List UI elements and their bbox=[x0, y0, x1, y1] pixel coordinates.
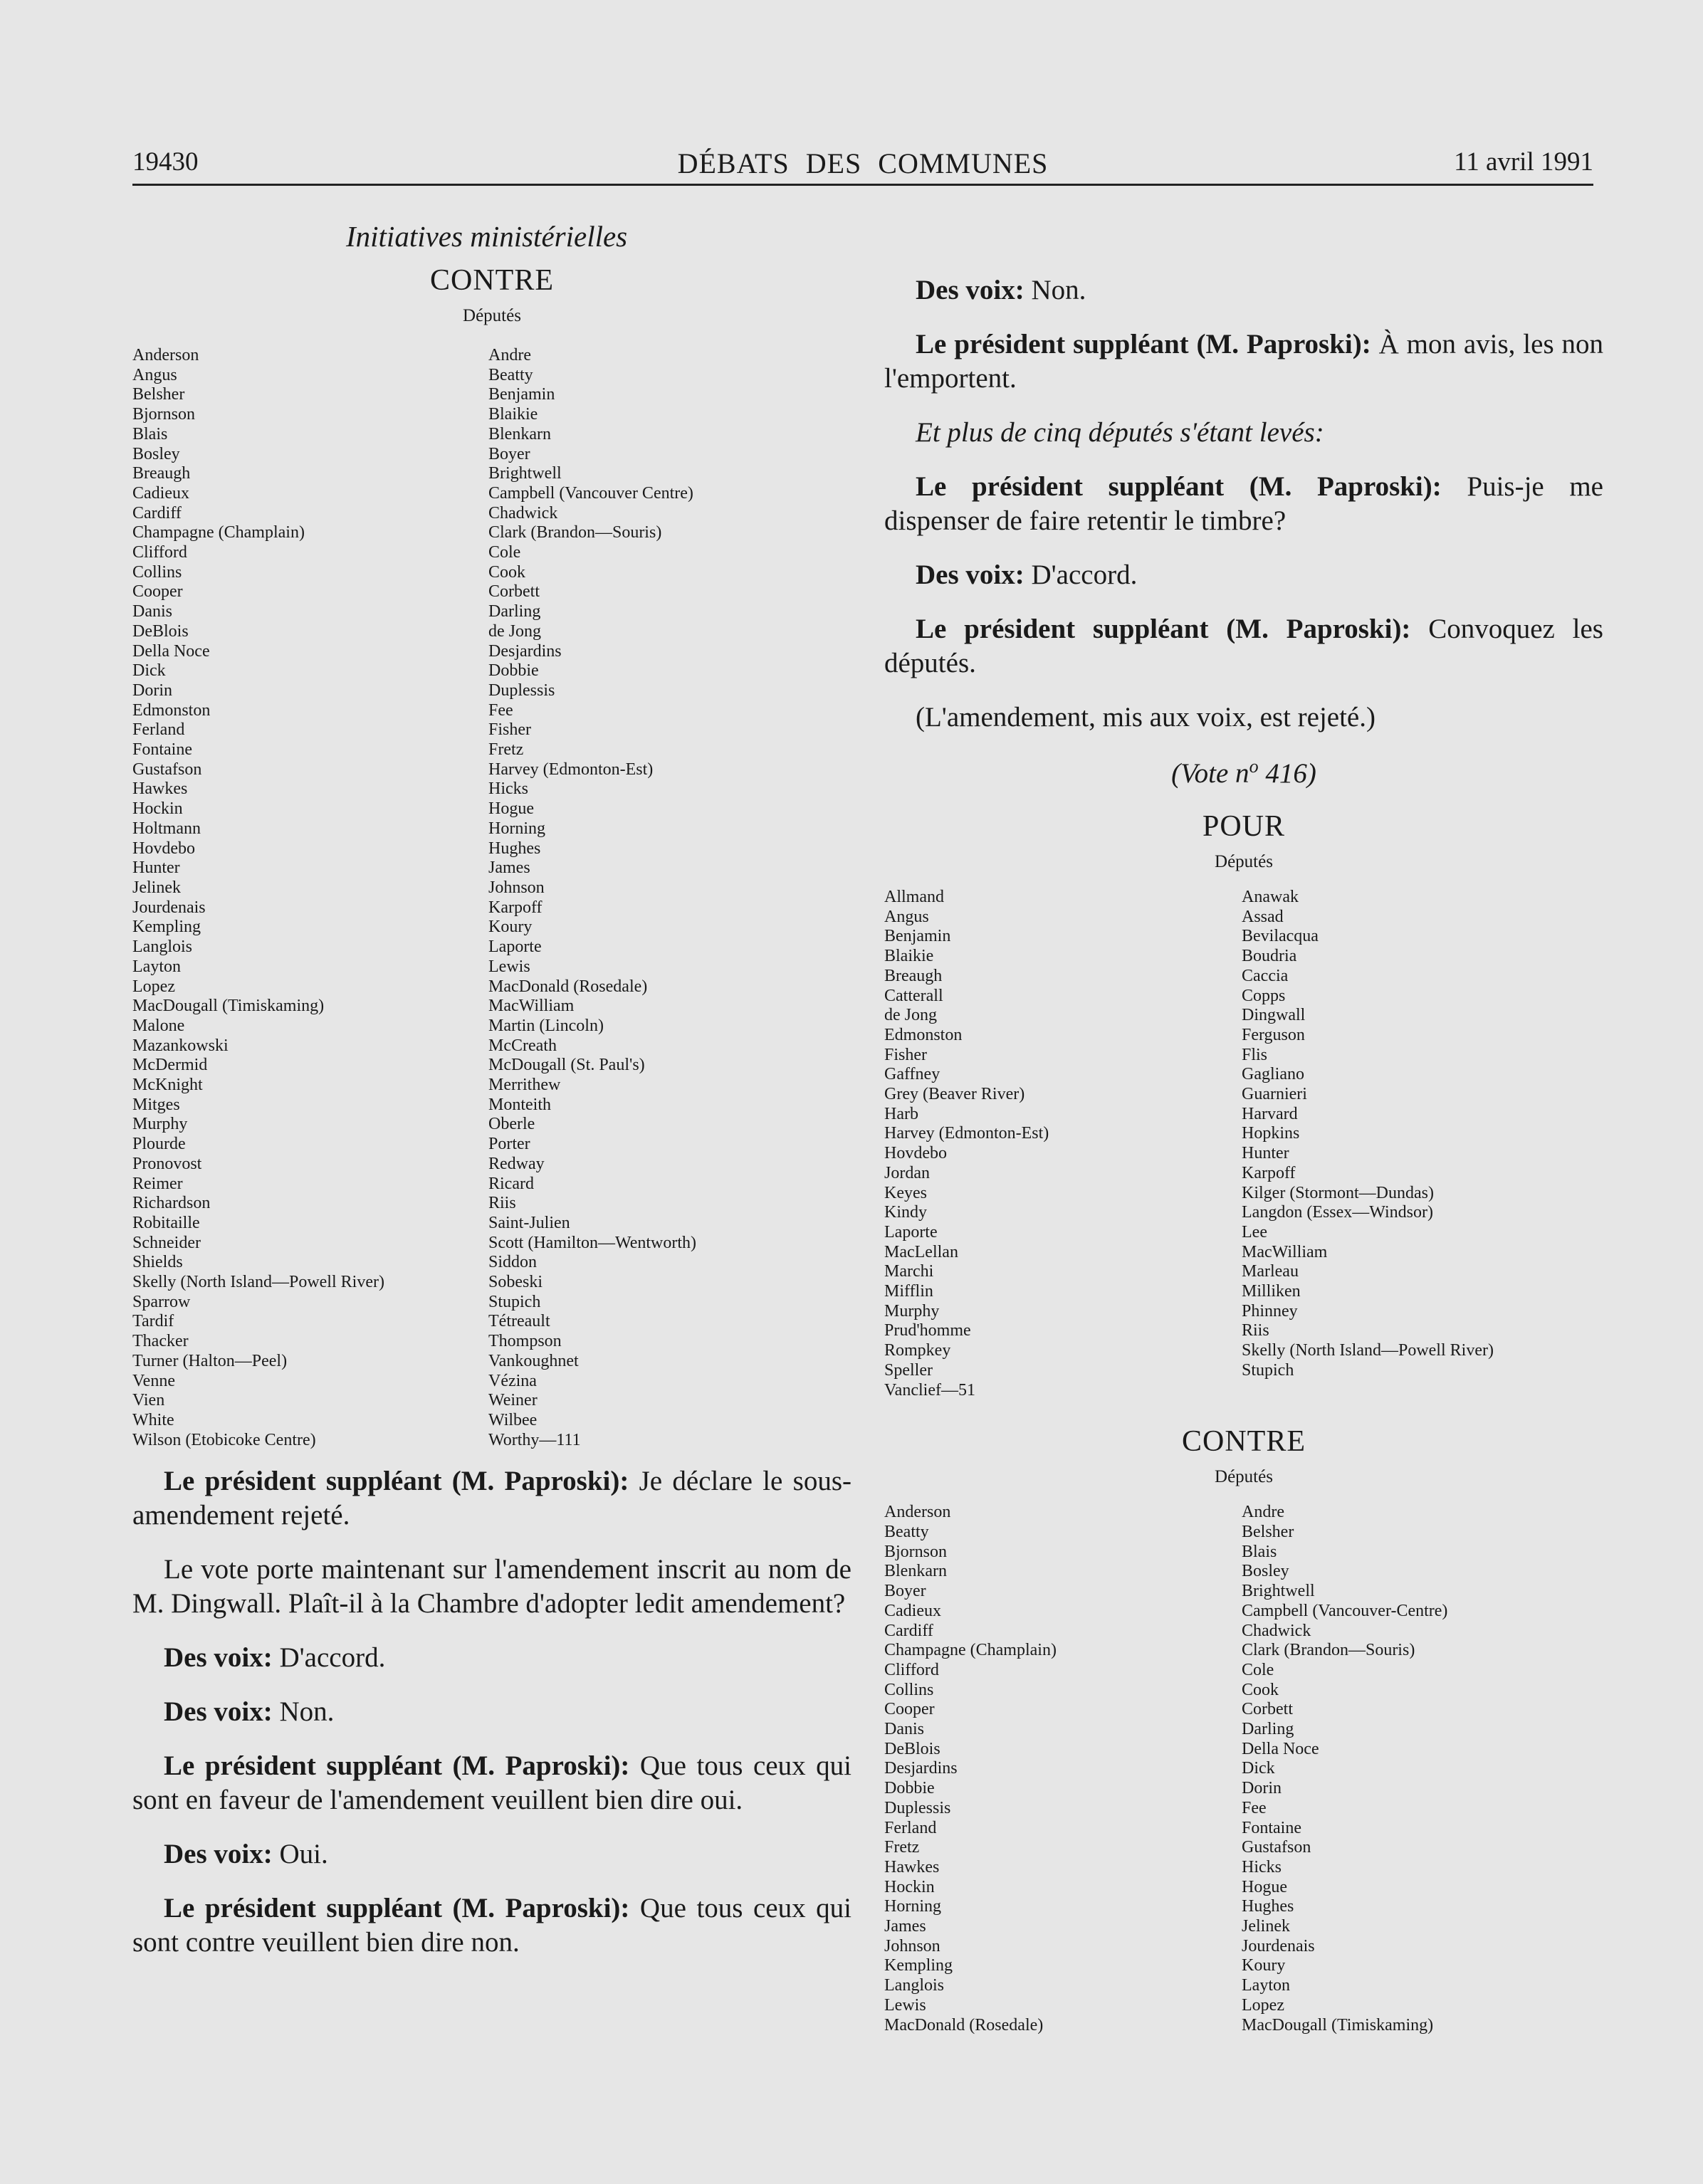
list-item: Karpoff bbox=[1242, 1163, 1296, 1182]
list-item: Ferguson bbox=[1242, 1025, 1305, 1044]
list-item: Malone bbox=[132, 1016, 185, 1035]
list-item: McDermid bbox=[132, 1056, 208, 1075]
speaker: Le président suppléant (M. Paproski): bbox=[164, 1893, 630, 1924]
deputes-subheading: Députés bbox=[463, 306, 521, 325]
list-item: Prud'homme bbox=[884, 1321, 971, 1340]
speech-text: D'accord. bbox=[1024, 560, 1138, 590]
paragraph bbox=[884, 470, 1603, 538]
paragraph bbox=[132, 1891, 852, 1960]
list-item: McCreath bbox=[488, 1036, 557, 1055]
list-item: Clifford bbox=[132, 543, 187, 562]
list-item: Ferland bbox=[884, 1818, 937, 1837]
speech-text: D'accord. bbox=[272, 1642, 386, 1674]
list-item: Desjardins bbox=[884, 1759, 958, 1778]
list-item: Gustafson bbox=[1242, 1838, 1311, 1857]
paragraph bbox=[132, 1641, 852, 1675]
list-item: Gaffney bbox=[884, 1065, 940, 1084]
name-column bbox=[1242, 888, 1603, 1400]
list-item: Langlois bbox=[884, 1976, 944, 1995]
list-item: Campbell (Vancouver Centre) bbox=[488, 483, 693, 503]
list-item: Harvey (Edmonton-Est) bbox=[884, 1124, 1049, 1143]
list-item: Cooper bbox=[132, 582, 183, 602]
list-item: Hicks bbox=[1242, 1857, 1282, 1876]
list-item: Guarnieri bbox=[1242, 1085, 1307, 1104]
list-item: Hovdebo bbox=[884, 1144, 947, 1163]
list-item: Layton bbox=[1242, 1976, 1290, 1995]
list-item: Speller bbox=[884, 1360, 933, 1380]
list-item: Pronovost bbox=[132, 1154, 202, 1173]
list-item: MacDonald (Rosedale) bbox=[488, 977, 648, 996]
list-item: de Jong bbox=[488, 621, 541, 641]
speech-text: À mon avis, les non l'emportent. bbox=[884, 329, 1603, 394]
list-item: Worthy—111 bbox=[488, 1430, 581, 1449]
list-item: Dobbie bbox=[884, 1779, 935, 1798]
list-item: Vézina bbox=[488, 1371, 537, 1390]
list-item: Cole bbox=[488, 543, 521, 562]
list-item: Fretz bbox=[884, 1838, 920, 1857]
list-item: James bbox=[488, 859, 530, 878]
list-item: Corbett bbox=[488, 582, 540, 602]
list-item: Murphy bbox=[884, 1301, 940, 1321]
list-item: Porter bbox=[488, 1135, 530, 1154]
list-item: Fee bbox=[488, 700, 513, 720]
list-item: Langlois bbox=[132, 938, 192, 957]
list-item: Hughes bbox=[1242, 1897, 1294, 1916]
list-item: Darling bbox=[1242, 1720, 1294, 1739]
list-item: Ricard bbox=[488, 1174, 534, 1193]
list-item: Stupich bbox=[488, 1292, 541, 1311]
page-header bbox=[132, 147, 1593, 184]
list-item: Horning bbox=[884, 1897, 941, 1916]
paragraph bbox=[132, 1464, 852, 1533]
list-item: Beatty bbox=[488, 365, 533, 384]
paragraph bbox=[132, 1695, 852, 1729]
list-item: Jourdenais bbox=[132, 898, 206, 917]
list-item: Kempling bbox=[132, 918, 201, 937]
list-item: Champagne (Champlain) bbox=[884, 1641, 1057, 1660]
list-item: Riis bbox=[488, 1194, 516, 1213]
list-item: Anderson bbox=[132, 346, 199, 364]
list-item: Lewis bbox=[884, 1995, 926, 2015]
list-item: Hunter bbox=[1242, 1144, 1289, 1163]
pour-heading: POUR bbox=[1202, 810, 1286, 843]
list-item: Johnson bbox=[488, 878, 545, 897]
list-item: Danis bbox=[132, 602, 172, 621]
name-column bbox=[132, 346, 488, 1450]
list-item: Mitges bbox=[132, 1095, 180, 1114]
list-item: Horning bbox=[488, 819, 545, 838]
list-item: Layton bbox=[132, 957, 181, 976]
list-item: Milliken bbox=[1242, 1282, 1301, 1301]
list-item: Hogue bbox=[488, 799, 534, 819]
pour-name-list bbox=[884, 888, 1603, 1400]
list-item: Hogue bbox=[1242, 1877, 1287, 1896]
list-item: Dick bbox=[132, 661, 166, 681]
list-item: Boyer bbox=[884, 1582, 926, 1601]
list-item: Jelinek bbox=[1242, 1917, 1290, 1936]
list-item: Cadieux bbox=[884, 1601, 941, 1620]
list-item: Karpoff bbox=[488, 898, 543, 917]
speaker: Des voix: bbox=[164, 1642, 273, 1674]
list-item: Koury bbox=[1242, 1956, 1286, 1975]
list-item: MacDougall (Timiskaming) bbox=[132, 997, 325, 1016]
list-item: James bbox=[884, 1917, 926, 1936]
list-item: Bjornson bbox=[132, 405, 196, 424]
list-item: White bbox=[132, 1410, 174, 1429]
speaker: Des voix: bbox=[916, 275, 1025, 305]
list-item: Cook bbox=[488, 562, 526, 582]
list-item: Reimer bbox=[132, 1174, 183, 1193]
list-item: Marchi bbox=[884, 1262, 934, 1281]
list-item: Merrithew bbox=[488, 1076, 561, 1095]
list-item: Lopez bbox=[1242, 1995, 1284, 2015]
speaker: Des voix: bbox=[164, 1839, 273, 1870]
list-item: Riis bbox=[1242, 1321, 1269, 1340]
list-item: Tardif bbox=[132, 1312, 174, 1331]
list-item: Benjamin bbox=[488, 385, 555, 404]
list-item: Champagne (Champlain) bbox=[132, 523, 305, 542]
speaker: Le président suppléant (M. Paproski): bbox=[164, 1466, 629, 1497]
contre-heading: CONTRE bbox=[430, 264, 554, 297]
list-item: Hopkins bbox=[1242, 1124, 1300, 1143]
list-item: Duplessis bbox=[488, 681, 555, 700]
list-item: Phinney bbox=[1242, 1301, 1298, 1321]
list-item: Kindy bbox=[884, 1203, 927, 1222]
list-item: Grey (Beaver River) bbox=[884, 1085, 1025, 1104]
list-item: Belsher bbox=[132, 385, 185, 404]
list-item: Fee bbox=[1242, 1798, 1267, 1817]
list-item: Turner (Halton—Peel) bbox=[132, 1351, 288, 1370]
name-column bbox=[884, 1503, 1242, 2035]
list-item: Fontaine bbox=[132, 740, 192, 760]
paragraph bbox=[132, 1837, 852, 1871]
paragraph bbox=[884, 327, 1603, 396]
list-item: Marleau bbox=[1242, 1262, 1299, 1281]
list-item: Anawak bbox=[1242, 888, 1299, 906]
name-column bbox=[488, 346, 852, 1450]
list-item: Blenkarn bbox=[488, 424, 551, 443]
list-item: Gagliano bbox=[1242, 1065, 1304, 1084]
list-item: Plourde bbox=[132, 1135, 186, 1154]
list-item: Corbett bbox=[1242, 1700, 1293, 1719]
speech-text: Que tous ceux qui sont en faveur de l'amendement veuillent bien dire oui. bbox=[132, 1750, 852, 1816]
list-item: Koury bbox=[488, 918, 533, 937]
list-item: Vanclief—51 bbox=[884, 1380, 975, 1400]
list-item: Assad bbox=[1242, 907, 1284, 926]
list-item: Lee bbox=[1242, 1222, 1267, 1241]
contre-name-list bbox=[884, 1503, 1603, 2035]
list-item: Hockin bbox=[132, 799, 183, 819]
list-item: DeBlois bbox=[132, 621, 189, 641]
list-item: Allmand bbox=[884, 888, 944, 906]
list-item: McKnight bbox=[132, 1076, 203, 1095]
page-date: 11 avril 1991 bbox=[1454, 147, 1593, 177]
list-item: Danis bbox=[884, 1720, 924, 1739]
speech-text: Je déclare le sous-amendement rejeté. bbox=[132, 1466, 852, 1531]
name-column bbox=[1242, 1503, 1603, 2035]
list-item: Dorin bbox=[132, 681, 172, 700]
list-item: DeBlois bbox=[884, 1739, 940, 1758]
list-item: Lopez bbox=[132, 977, 175, 996]
speech-text: Non. bbox=[1024, 275, 1086, 305]
list-item: Clifford bbox=[884, 1660, 939, 1679]
list-item: Bevilacqua bbox=[1242, 927, 1319, 946]
speaker: Le président suppléant (M. Paproski): bbox=[916, 329, 1371, 359]
list-item: Catterall bbox=[884, 986, 943, 1005]
page-title: DÉBATS DES COMMUNES bbox=[677, 147, 1049, 179]
list-item: Schneider bbox=[132, 1233, 201, 1252]
list-item: Weiner bbox=[488, 1391, 538, 1410]
list-item: Langdon (Essex—Windsor) bbox=[1242, 1203, 1433, 1222]
list-item: Holtmann bbox=[132, 819, 201, 838]
list-item: Anderson bbox=[884, 1503, 951, 1522]
list-item: Fontaine bbox=[1242, 1818, 1301, 1837]
list-item: Andre bbox=[488, 346, 531, 364]
list-item: Dingwall bbox=[1242, 1006, 1306, 1025]
list-item: Saint-Julien bbox=[488, 1213, 570, 1232]
list-item: Cole bbox=[1242, 1660, 1274, 1679]
list-item: Dobbie bbox=[488, 661, 539, 681]
list-item: Collins bbox=[884, 1680, 934, 1699]
list-item: Della Noce bbox=[132, 641, 210, 661]
list-item: Bosley bbox=[132, 444, 180, 463]
list-item: Robitaille bbox=[132, 1213, 200, 1232]
list-item: Stupich bbox=[1242, 1360, 1294, 1380]
list-item: Fisher bbox=[488, 720, 531, 740]
page-number: 19430 bbox=[132, 147, 199, 177]
list-item: Duplessis bbox=[884, 1798, 951, 1817]
list-item: Cook bbox=[1242, 1680, 1279, 1699]
speech-text: Puis-je me dispenser de faire retentir le timbre? bbox=[884, 471, 1603, 536]
vote-number: (Vote $n^o$ 416) bbox=[1171, 756, 1316, 789]
list-item: Wilbee bbox=[488, 1410, 538, 1429]
list-item: Skelly (North Island—Powell River) bbox=[132, 1273, 384, 1292]
list-item: Andre bbox=[1242, 1503, 1284, 1522]
list-item: Clark (Brandon—Souris) bbox=[1242, 1641, 1415, 1660]
list-item: Mazankowski bbox=[132, 1036, 229, 1055]
list-item: Angus bbox=[884, 907, 929, 926]
list-item: Blais bbox=[1242, 1542, 1277, 1561]
list-item: Harvey (Edmonton-Est) bbox=[488, 760, 654, 779]
list-item: McDougall (St. Paul's) bbox=[488, 1056, 645, 1075]
list-item: Richardson bbox=[132, 1194, 211, 1213]
list-item: Redway bbox=[488, 1154, 545, 1173]
list-item: Jordan bbox=[884, 1163, 930, 1182]
list-item: Della Noce bbox=[1242, 1739, 1319, 1758]
list-item: Blenkarn bbox=[884, 1562, 947, 1581]
speech-text: Non. bbox=[272, 1696, 335, 1728]
list-item: Keyes bbox=[884, 1183, 927, 1202]
list-item: Scott (Hamilton—Wentworth) bbox=[488, 1233, 697, 1252]
list-item: Hawkes bbox=[132, 779, 188, 799]
speech-text: Que tous ceux qui sont contre veuillent bien dire non. bbox=[132, 1893, 852, 1958]
list-item: Laporte bbox=[884, 1222, 938, 1241]
list-item: Beatty bbox=[884, 1522, 929, 1541]
list-item: Hunter bbox=[132, 859, 180, 878]
list-item: Angus bbox=[132, 365, 177, 384]
list-item: Boyer bbox=[488, 444, 530, 463]
list-item: Breaugh bbox=[884, 966, 943, 985]
list-item: Ferland bbox=[132, 720, 185, 740]
left-column bbox=[132, 219, 852, 1960]
list-item: Bjornson bbox=[884, 1542, 948, 1561]
list-item: Breaugh bbox=[132, 464, 191, 483]
list-item: Gustafson bbox=[132, 760, 202, 779]
paragraph bbox=[884, 416, 1603, 450]
list-item: Laporte bbox=[488, 938, 542, 957]
list-item: Wilson (Etobicoke Centre) bbox=[132, 1430, 316, 1449]
list-item: Chadwick bbox=[1242, 1621, 1311, 1640]
list-item: Cadieux bbox=[132, 483, 189, 503]
header-rule bbox=[132, 184, 1593, 186]
list-item: Cardiff bbox=[132, 503, 182, 523]
speech-text: Convoquez les députés. bbox=[884, 614, 1603, 678]
list-item: Fretz bbox=[488, 740, 524, 760]
list-item: Skelly (North Island—Powell River) bbox=[1242, 1341, 1494, 1360]
list-item: Bosley bbox=[1242, 1562, 1289, 1581]
list-item: Martin (Lincoln) bbox=[488, 1016, 604, 1035]
speaker: Le président suppléant (M. Paproski): bbox=[916, 614, 1411, 644]
speaker: Des voix: bbox=[916, 560, 1025, 590]
speech-text: Oui. bbox=[272, 1839, 328, 1870]
list-item: Thompson bbox=[488, 1332, 562, 1351]
list-item: Sobeski bbox=[488, 1273, 543, 1292]
list-item: Siddon bbox=[488, 1253, 538, 1272]
list-item: Chadwick bbox=[488, 503, 558, 523]
list-item: Clark (Brandon—Souris) bbox=[488, 523, 662, 542]
list-item: MacDougall (Timiskaming) bbox=[1242, 2015, 1434, 2035]
list-item: Hawkes bbox=[884, 1857, 940, 1876]
list-item: Darling bbox=[488, 602, 541, 621]
list-item: Blaikie bbox=[488, 405, 538, 424]
list-item: MacDonald (Rosedale) bbox=[884, 2015, 1044, 2035]
list-item: Fisher bbox=[884, 1045, 927, 1064]
contre-name-list bbox=[132, 346, 852, 1450]
list-item: Johnson bbox=[884, 1936, 940, 1955]
list-item: Flis bbox=[1242, 1045, 1268, 1064]
list-item: Belsher bbox=[1242, 1522, 1294, 1541]
list-item: Blaikie bbox=[884, 947, 934, 966]
list-item: MacLellan bbox=[884, 1242, 958, 1261]
speaker: Des voix: bbox=[164, 1696, 273, 1728]
paragraph bbox=[884, 273, 1603, 308]
paragraph: (L'amendement, mis aux voix, est rejeté.) bbox=[916, 702, 1376, 733]
speaker: Le président suppléant (M. Paproski): bbox=[916, 471, 1442, 502]
right-column bbox=[884, 273, 1603, 2035]
list-item: Dorin bbox=[1242, 1779, 1282, 1798]
list-item: Hockin bbox=[884, 1877, 935, 1896]
list-item: Dick bbox=[1242, 1759, 1275, 1778]
paragraph bbox=[884, 558, 1603, 592]
name-column bbox=[884, 888, 1242, 1400]
list-item: MacWilliam bbox=[1242, 1242, 1328, 1261]
paragraph bbox=[884, 612, 1603, 681]
list-item: Murphy bbox=[132, 1115, 188, 1134]
list-item: Lewis bbox=[488, 957, 530, 976]
list-item: Monteith bbox=[488, 1095, 551, 1114]
list-item: Vankoughnet bbox=[488, 1351, 579, 1370]
list-item: Brightwell bbox=[488, 464, 562, 483]
list-item: Oberle bbox=[488, 1115, 535, 1134]
stage-direction: Et plus de cinq députés s'étant levés: bbox=[916, 417, 1324, 448]
list-item: Boudria bbox=[1242, 947, 1297, 966]
list-item: Copps bbox=[1242, 986, 1286, 1005]
speaker: Le président suppléant (M. Paproski): bbox=[164, 1750, 630, 1782]
list-item: Kempling bbox=[884, 1956, 953, 1975]
list-item: Jourdenais bbox=[1242, 1936, 1315, 1955]
list-item: Hughes bbox=[488, 839, 541, 858]
list-item: Cooper bbox=[884, 1700, 935, 1719]
list-item: Edmonston bbox=[132, 700, 211, 720]
list-item: Hicks bbox=[488, 779, 528, 799]
list-item: Tétreault bbox=[488, 1312, 550, 1331]
list-item: Harvard bbox=[1242, 1104, 1298, 1123]
list-item: Collins bbox=[132, 562, 182, 582]
list-item: de Jong bbox=[884, 1006, 937, 1025]
list-item: Brightwell bbox=[1242, 1582, 1315, 1601]
list-item: Hovdebo bbox=[132, 839, 195, 858]
list-item: Desjardins bbox=[488, 641, 562, 661]
list-item: Vien bbox=[132, 1391, 165, 1410]
deputes-subheading: Députés bbox=[1215, 1467, 1273, 1487]
list-item: Shields bbox=[132, 1253, 183, 1272]
contre-heading: CONTRE bbox=[1182, 1425, 1306, 1459]
section-title: Initiatives ministérielles bbox=[346, 220, 628, 253]
list-item: Thacker bbox=[132, 1332, 189, 1351]
list-item: Benjamin bbox=[884, 927, 951, 946]
list-item: Mifflin bbox=[884, 1282, 933, 1301]
list-item: Rompkey bbox=[884, 1341, 951, 1360]
list-item: Jelinek bbox=[132, 878, 181, 897]
list-item: Caccia bbox=[1242, 966, 1289, 985]
list-item: Kilger (Stormont—Dundas) bbox=[1242, 1183, 1434, 1202]
paragraph bbox=[132, 1749, 852, 1817]
deputes-subheading: Députés bbox=[1215, 852, 1273, 871]
paragraph: Le vote porte maintenant sur l'amendement inscrit au nom de M. Dingwall. Plaît-il à la Chambre d'adopter ledit amendement? bbox=[132, 1554, 852, 1619]
list-item: Venne bbox=[132, 1371, 175, 1390]
list-item: Blais bbox=[132, 424, 168, 443]
list-item: Campbell (Vancouver-Centre) bbox=[1242, 1601, 1448, 1620]
list-item: Sparrow bbox=[132, 1292, 191, 1311]
list-item: Cardiff bbox=[884, 1621, 933, 1640]
list-item: Edmonston bbox=[884, 1025, 963, 1044]
list-item: MacWilliam bbox=[488, 997, 575, 1016]
list-item: Harb bbox=[884, 1104, 918, 1123]
